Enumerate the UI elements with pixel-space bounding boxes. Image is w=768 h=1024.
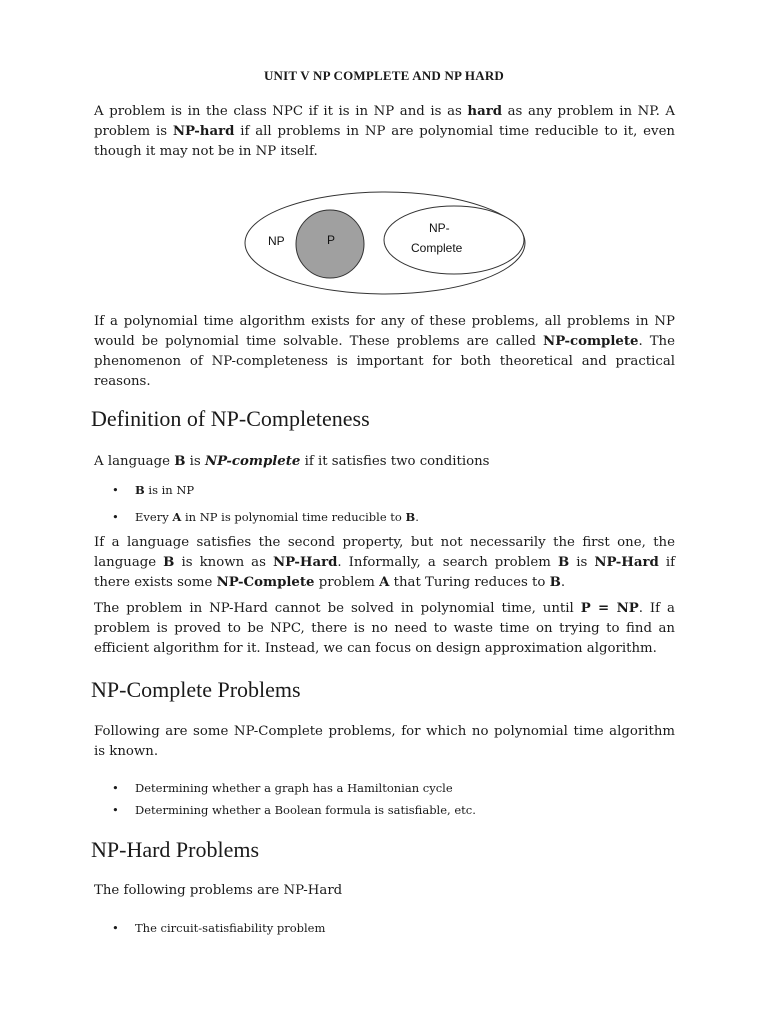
intro-bold-np-hard: NP-hard (172, 124, 235, 139)
pa-b1: B (163, 555, 175, 570)
definition-conditions-list (112, 481, 419, 526)
document-title: UNIT V NP COMPLETE AND NP HARD (263, 68, 505, 83)
np-complete-ellipse (384, 206, 524, 274)
pa-t1: If a language satisfies the second property, but not necessarily the first one, the language (94, 535, 675, 570)
lead-text-3: if it satisfies two conditions (300, 454, 490, 469)
pa-t2: is known as (174, 555, 273, 570)
para2-bold-np-complete: NP-complete (543, 334, 639, 349)
list-item: • Determining whether a Boolean formula is satisfiable, etc. (112, 801, 476, 819)
condition-2-bold-a: A (172, 510, 182, 524)
pa-t4: is (569, 555, 595, 570)
p-label: P (327, 233, 336, 247)
np-complete-label-1: NP- (429, 221, 450, 235)
pa-b4: NP-Hard (594, 555, 659, 570)
pa-b5: NP-Complete (216, 575, 315, 590)
np-complete-problems-list (112, 779, 476, 819)
list-item: • Determining whether a graph has a Hamiltonian cycle (112, 779, 476, 797)
lead-bold-italic-np-complete: NP-complete (204, 454, 301, 469)
list-item: • The circuit-satisfiability problem (112, 919, 325, 937)
heading-np-hard-problems: NP-Hard Problems (91, 837, 260, 862)
lead-bold-b: B (174, 454, 186, 469)
pa-t7: that Turing reduces to (389, 575, 550, 590)
intro-text-1: A problem is in the class NPC if it is in NP and is as (94, 104, 468, 119)
np-complete-label-2: Complete (411, 241, 463, 255)
np-label: NP (268, 234, 285, 248)
pa-b3: B (557, 555, 570, 570)
intro-bold-hard: hard (467, 104, 503, 119)
pa-t3: . Informally, a search problem (337, 555, 558, 570)
pb-t2: . If a problem is proved to be NPC, there is no need to waste time on trying to find an efficient algorithm for it. Instead, we can focus on design approximation algorithm. (94, 601, 675, 656)
heading-np-complete-problems: NP-Complete Problems (91, 677, 301, 702)
condition-2-end: . (415, 510, 419, 524)
heading-definition: Definition of NP-Completeness (91, 406, 370, 431)
pa-b6: A (379, 575, 390, 590)
pb-b1: P = NP (580, 601, 639, 616)
pa-t5: if there exists some (94, 555, 676, 590)
intro-paragraph (94, 102, 675, 162)
pa-b2: NP-Hard (272, 555, 338, 570)
intro-text-3: if all problems in NP are polynomial time reducible to it, even though it may not be in NP itself. (94, 124, 675, 159)
list-item (112, 508, 419, 526)
np-complete-problems-lead: Following are some NP-Complete problems, for which no polynomial time algorithm is known. (94, 724, 675, 759)
condition-1-text: is in NP (144, 483, 195, 497)
para2-text-2: . The phenomenon of NP-completeness is important for both theoretical and practical reasons. (94, 334, 675, 389)
lead-text-1: A language (94, 454, 175, 469)
para2-text-1: If a polynomial time algorithm exists for any of these problems, all problems in NP would be polynomial time solvable. These problems are called (94, 314, 675, 349)
condition-1-bold: B (135, 483, 145, 497)
pa-t8: . (560, 575, 566, 590)
list-item (112, 481, 419, 499)
np-hard-definition-paragraph (94, 533, 675, 593)
condition-2-pre: Every (135, 510, 173, 524)
definition-lead (94, 452, 675, 472)
np-venn-diagram (240, 190, 530, 300)
np-complete-paragraph (94, 312, 675, 392)
np-hard-problems-lead: The following problems are NP-Hard (94, 883, 343, 898)
condition-2-text: in NP is polynomial time reducible to (181, 510, 406, 524)
pb-t1: The problem in NP-Hard cannot be solved in polynomial time, until (94, 601, 581, 616)
pa-t6: problem (314, 575, 380, 590)
p-equals-np-paragraph (94, 599, 675, 659)
intro-text-2: as any problem in NP. A problem is (94, 104, 675, 139)
condition-2-bold-b: B (405, 510, 416, 524)
lead-text-2: is (185, 454, 205, 469)
np-hard-problems-list (112, 919, 325, 937)
pa-b7: B (549, 575, 561, 590)
